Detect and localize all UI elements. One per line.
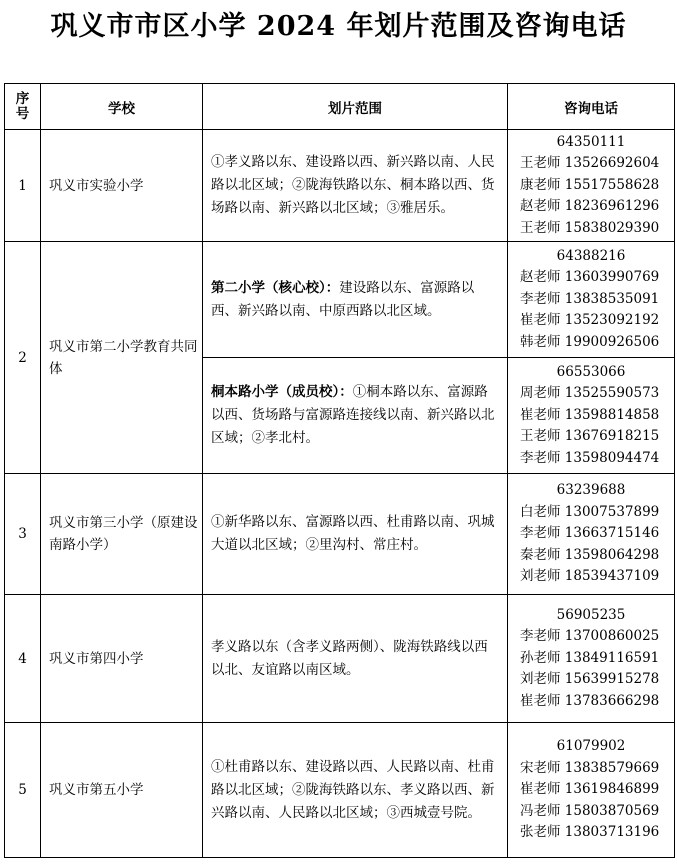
row-school: 巩义市第三小学（原建设南路小学） (41, 474, 203, 595)
contact-line: 崔老师 13523092192 (520, 312, 660, 329)
range-text: ①杜甫路以东、建设路以西、人民路以南、杜甫路以北区域；②陇海铁路以东、孝义路以西、新兴路以南、人民路以北区域；③西城壹号院。 (211, 758, 495, 821)
range-text: 孝义路以东（含孝义路两侧）、陇海铁路线以西以北、友谊路以南区域。 (211, 638, 488, 678)
row-school: 巩义市第五小学 (41, 723, 203, 858)
phone-main: 64350111 (556, 133, 626, 150)
contact-line: 王老师 13676918215 (520, 428, 660, 445)
contact-line: 冯老师 15803870569 (520, 802, 660, 819)
contact-line: 宋老师 13838579669 (520, 759, 660, 776)
contact-line: 李老师 13663715146 (520, 525, 660, 542)
table-header-row (5, 84, 675, 130)
range-text: ①孝义路以东、建设路以西、新兴路以南、人民路以北区域；②陇海铁路以东、桐本路以西、货场路以南、新兴路以北区域；③雅居乐。 (211, 154, 495, 216)
header-school: 学校 (41, 84, 203, 130)
row-range (203, 595, 508, 723)
row-school: 巩义市第四小学 (41, 595, 203, 723)
row-phone (508, 130, 675, 242)
school-zoning-table (4, 83, 675, 858)
header-no-line2: 号 (15, 105, 30, 122)
row-range (203, 130, 508, 242)
row-range (203, 358, 508, 474)
row-phone (508, 242, 675, 358)
contact-line: 崔老师 13783666298 (520, 692, 660, 709)
table-row (5, 130, 675, 242)
contact-line: 刘老师 15639915278 (520, 671, 660, 688)
row-phone (508, 474, 675, 595)
row-no: 5 (5, 723, 41, 858)
range-text: ①桐本路以东、富源路以西、货场路与富源路连接线以南、新兴路以北区域；②孝北村。 (211, 384, 495, 446)
phone-main: 56905235 (556, 606, 626, 623)
range-bold-label: 第二小学（核心校）： (211, 279, 340, 296)
phone-main: 63239688 (556, 482, 626, 499)
row-range (203, 242, 508, 358)
contact-line: 刘老师 18539437109 (520, 568, 660, 585)
phone-main: 66553066 (556, 363, 626, 380)
range-bold-label: 桐本路小学（成员校）： (211, 384, 353, 400)
row-range (203, 723, 508, 858)
contact-line: 赵老师 13603990769 (520, 269, 660, 286)
contact-line: 秦老师 13598064298 (520, 546, 660, 563)
row-phone (508, 595, 675, 723)
page-title: 巩义市市区小学 2024 年划片范围及咨询电话 (50, 11, 627, 42)
row-phone (508, 358, 675, 474)
row-school: 巩义市实验小学 (41, 130, 203, 242)
contact-line: 康老师 15517558628 (520, 176, 660, 193)
contact-line: 王老师 15838029390 (520, 219, 660, 236)
table-row (5, 723, 675, 858)
row-no: 4 (5, 595, 41, 723)
contact-line: 白老师 13007537899 (520, 503, 660, 520)
row-no: 2 (5, 242, 41, 474)
contact-line: 崔老师 13598814858 (520, 406, 660, 423)
header-no (5, 84, 41, 130)
row-school: 巩义市第二小学教育共同体 (41, 242, 203, 474)
table-row (5, 474, 675, 595)
contact-line: 崔老师 13619846899 (520, 781, 660, 798)
header-range: 划片范围 (203, 84, 508, 130)
contact-line: 李老师 13598094474 (520, 449, 660, 466)
contact-line: 赵老师 18236961296 (520, 198, 660, 215)
row-no: 3 (5, 474, 41, 595)
contact-line: 孙老师 13849116591 (520, 649, 660, 666)
row-range (203, 474, 508, 595)
row-no: 1 (5, 130, 41, 242)
contact-line: 张老师 13803713196 (520, 824, 660, 841)
contact-line: 王老师 13526692604 (520, 155, 660, 172)
phone-main: 61079902 (556, 738, 626, 755)
header-phone: 咨询电话 (508, 84, 675, 130)
contact-line: 韩老师 19900926506 (520, 333, 660, 350)
contact-line: 李老师 13838535091 (520, 290, 660, 307)
contact-line: 李老师 13700860025 (520, 628, 660, 645)
range-text: ①新华路以东、富源路以西、杜甫路以南、巩城大道以北区域；②里沟村、常庄村。 (211, 514, 495, 553)
range-text: 建设路以东、富源路以西、新兴路以南、中原西路以北区域。 (211, 279, 475, 319)
phone-main: 64388216 (556, 247, 626, 264)
table-row (5, 595, 675, 723)
table-row (5, 242, 675, 358)
contact-line: 周老师 13525590573 (520, 385, 660, 402)
row-phone (508, 723, 675, 858)
header-no-line1: 序 (15, 90, 30, 107)
